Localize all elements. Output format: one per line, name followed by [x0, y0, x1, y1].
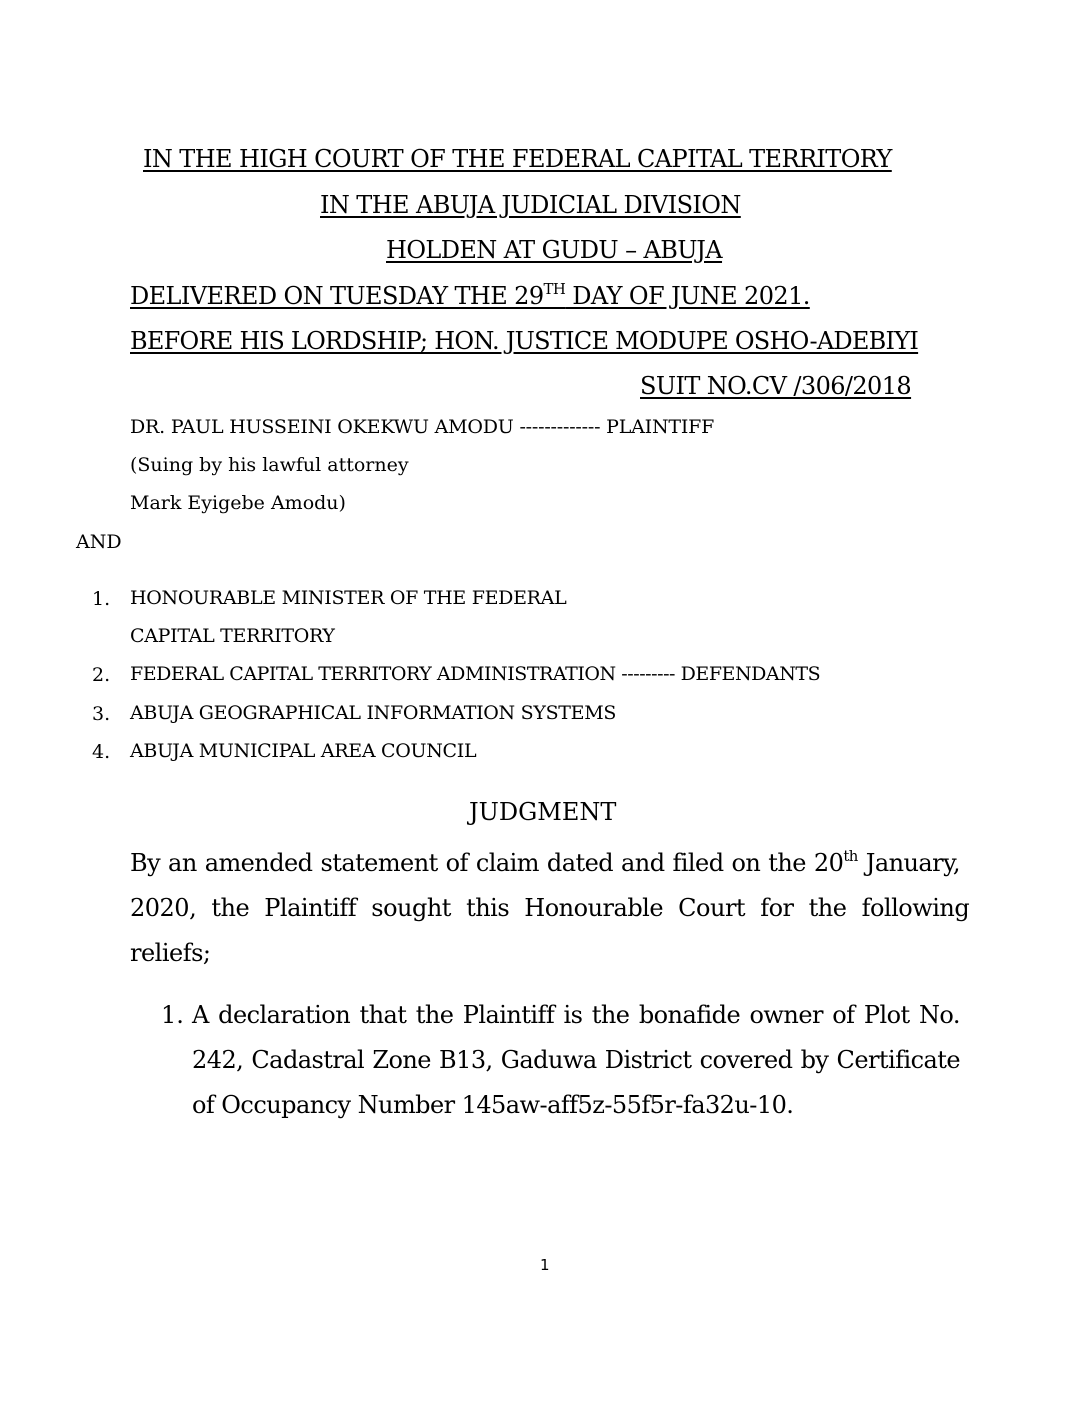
- defendant-name-cont: CAPITAL TERRITORY: [130, 625, 335, 647]
- plaintiff-attorney-name: Mark Eyigebe Amodu): [130, 492, 346, 514]
- defendant-name: ABUJA GEOGRAPHICAL INFORMATION SYSTEMS: [130, 702, 617, 724]
- relief-line: 242, Cadastral Zone B13, Gaduwa District covered by Certificate: [192, 1046, 960, 1074]
- intro-text-end: January,: [857, 849, 960, 877]
- defendant-name: FEDERAL CAPITAL TERRITORY ADMINISTRATION --------- DEFENDANTS: [130, 663, 821, 685]
- holden-heading: HOLDEN AT GUDU – ABUJA: [386, 236, 723, 264]
- judgment-title: JUDGMENT: [469, 798, 617, 826]
- defendant-number: 4.: [92, 741, 111, 763]
- page-number: 1: [540, 1256, 550, 1274]
- plaintiff-attorney: (Suing by his lawful attorney: [130, 454, 409, 476]
- intro-paragraph-line: reliefs;: [130, 939, 211, 967]
- intro-text: By an amended statement of claim dated and filed on the 20: [130, 849, 844, 877]
- defendant-name: ABUJA MUNICIPAL AREA COUNCIL: [130, 740, 477, 762]
- relief-line: A declaration that the Plaintiff is the bonafide owner of Plot No.: [192, 1001, 960, 1029]
- intro-paragraph-line: 2020, the Plaintiff sought this Honourable Court for the following: [130, 894, 970, 922]
- suit-number: SUIT NO.CV /306/2018: [640, 372, 912, 400]
- delivered-text: DELIVERED ON TUESDAY THE 29: [130, 282, 544, 310]
- defendant-number: 2.: [92, 664, 111, 686]
- division-heading: IN THE ABUJA JUDICIAL DIVISION: [320, 191, 741, 219]
- delivered-text-end: DAY OF JUNE 2021.: [565, 282, 810, 310]
- intro-paragraph-line: [130, 847, 960, 877]
- plaintiff-name: DR. PAUL HUSSEINI OKEKWU AMODU ------------- PLAINTIFF: [130, 416, 715, 438]
- relief-line: of Occupancy Number 145aw-aff5z-55f5r-fa32u-10.: [192, 1091, 794, 1119]
- intro-suffix: th: [843, 847, 858, 866]
- relief-number: 1.: [161, 1001, 184, 1029]
- and-label: AND: [76, 531, 122, 553]
- before-justice: BEFORE HIS LORDSHIP; HON. JUSTICE MODUPE OSHO-ADEBIYI: [130, 327, 919, 355]
- delivered-date: [130, 280, 810, 310]
- defendant-name: HONOURABLE MINISTER OF THE FEDERAL: [130, 587, 567, 609]
- defendant-number: 3.: [92, 703, 111, 725]
- defendant-number: 1.: [92, 588, 111, 610]
- delivered-suffix: TH: [543, 280, 566, 299]
- court-heading: IN THE HIGH COURT OF THE FEDERAL CAPITAL TERRITORY: [143, 145, 892, 173]
